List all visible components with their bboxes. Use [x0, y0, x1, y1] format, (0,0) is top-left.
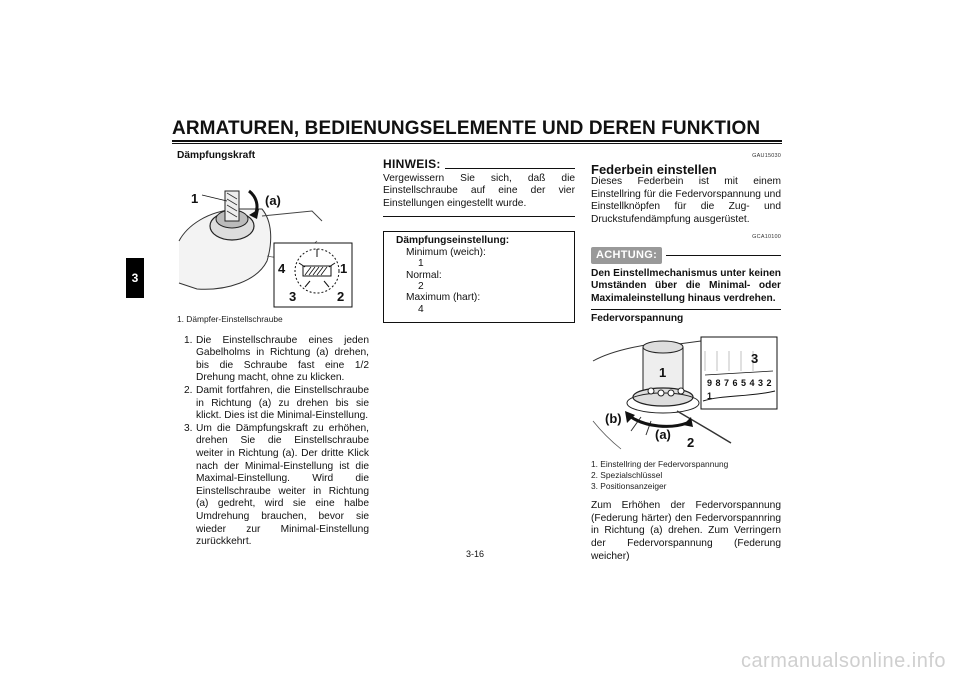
- shock-figure: [591, 331, 779, 455]
- scale-numbers: 9 8 7 6 5 4 3 2 1: [707, 378, 773, 401]
- fork-adjuster-illustration: [177, 171, 357, 309]
- fig-label-2: 2: [337, 288, 345, 304]
- fig-label-b: (b): [605, 411, 622, 427]
- damping-settings-box: [383, 231, 575, 323]
- fig-captions: [591, 459, 781, 492]
- warning-heading: [591, 247, 781, 264]
- caption-item: 1. Einstellring der Federvorspannung: [591, 459, 729, 470]
- list-item: 1. Die Einstellschraube eines jeden Gabelholms in Richtung (a) drehen, bis die Schraube fast eine 1/2 Drehung macht, ohne zu klicken.: [184, 334, 369, 384]
- middle-column: [383, 150, 575, 323]
- note-heading: [383, 158, 575, 171]
- fig-label-1: 1: [659, 365, 667, 381]
- left-column: [177, 150, 369, 549]
- normal-value: 2: [418, 281, 424, 292]
- warning-badge: ACHTUNG:: [591, 247, 662, 264]
- page-title: ARMATUREN, BEDIENUNGSELEMENTE UND DEREN FUNKTION: [172, 118, 761, 139]
- watermark: carmanualsonline.info: [740, 650, 946, 672]
- fig-label-2: 2: [687, 435, 695, 451]
- min-label: Minimum (weich):: [406, 246, 486, 258]
- note-rule: [383, 216, 575, 217]
- fig-label-3: 3: [289, 288, 297, 304]
- chapter-tab: 3: [126, 258, 144, 298]
- fig-label-3: 3: [751, 351, 759, 367]
- header-rule: [172, 140, 782, 142]
- min-value: 1: [418, 258, 424, 270]
- normal-label: Normal:: [406, 269, 442, 281]
- fig-label-a: (a): [265, 192, 281, 208]
- list-item: 2. Damit fortfahren, die Einstellschraube in Richtung (a) zu drehen bis sie klickt. Dies ist die Minimal-Einstellung.: [184, 384, 369, 422]
- steps-list: [177, 335, 369, 549]
- fig-label-1b: 1: [340, 260, 348, 276]
- max-value: 4: [418, 303, 424, 315]
- fig-caption: 1. Dämpfer-Einstellschraube: [177, 313, 283, 324]
- section-code: GAU15030: [752, 153, 781, 159]
- right-column: [591, 150, 781, 563]
- section-title: Federbein einstellen: [591, 161, 717, 177]
- note-label: HINWEIS:: [383, 157, 441, 171]
- caption-item: 2. Spezialschlüssel: [591, 470, 663, 481]
- page-header: [172, 118, 782, 140]
- page-number: 3-16: [466, 549, 485, 559]
- note-text: Vergewissern Sie sich, daß die Einstellschraube auf eine der vier Einstellungen eingestellt wurde.: [383, 172, 575, 209]
- fig-label-1: 1: [191, 190, 199, 206]
- warning-code: GCA10100: [752, 233, 781, 240]
- damping-heading: Dämpfungskraft: [177, 150, 256, 161]
- settings-title: Dämpfungseinstellung:: [396, 235, 510, 247]
- preload-heading: Federvorspannung: [591, 312, 684, 324]
- list-item: 3. Um die Dämpfungskraft zu erhöhen, drehen Sie die Einstellschraube weiter in Richtung (a). Der dritte Klick nach der Minimal-Einstellung ist die Maximal-Einstellung. Wird die Einstellschraube weiter in Richtung (a) gedreht, wird sie eine halbe Umdrehung brauchen, bevor sie wieder zur Minimal-Einstellung zurückkehrt.: [184, 422, 369, 548]
- max-label: Maximum (hart):: [406, 292, 481, 304]
- caption-item: 3. Positionsanzeiger: [591, 481, 667, 492]
- preload-paragraph: Zum Erhöhen der Federvorspannung (Federung härter) den Federvorspannring in Richtung (a) drehen. Zum Verringern der Federvorspannung (Federung weicher): [591, 500, 781, 562]
- fig-label-a: (a): [655, 427, 671, 443]
- warning-text: Den Einstellmechanismus unter keinen Umständen über die Minimal- oder Maximaleinstellung hinaus verdrehen.: [591, 267, 781, 304]
- fig-label-4: 4: [278, 260, 286, 276]
- header-rule-thin: [172, 143, 782, 144]
- fork-figure: [177, 171, 357, 309]
- warning-rule: [591, 309, 781, 310]
- intro-paragraph: Dieses Federbein ist mit einem Einstellring für die Federvorspannung und Einstellknöpfen für die Zug- und Druckstufendämpfung ausgerüstet.: [591, 176, 781, 225]
